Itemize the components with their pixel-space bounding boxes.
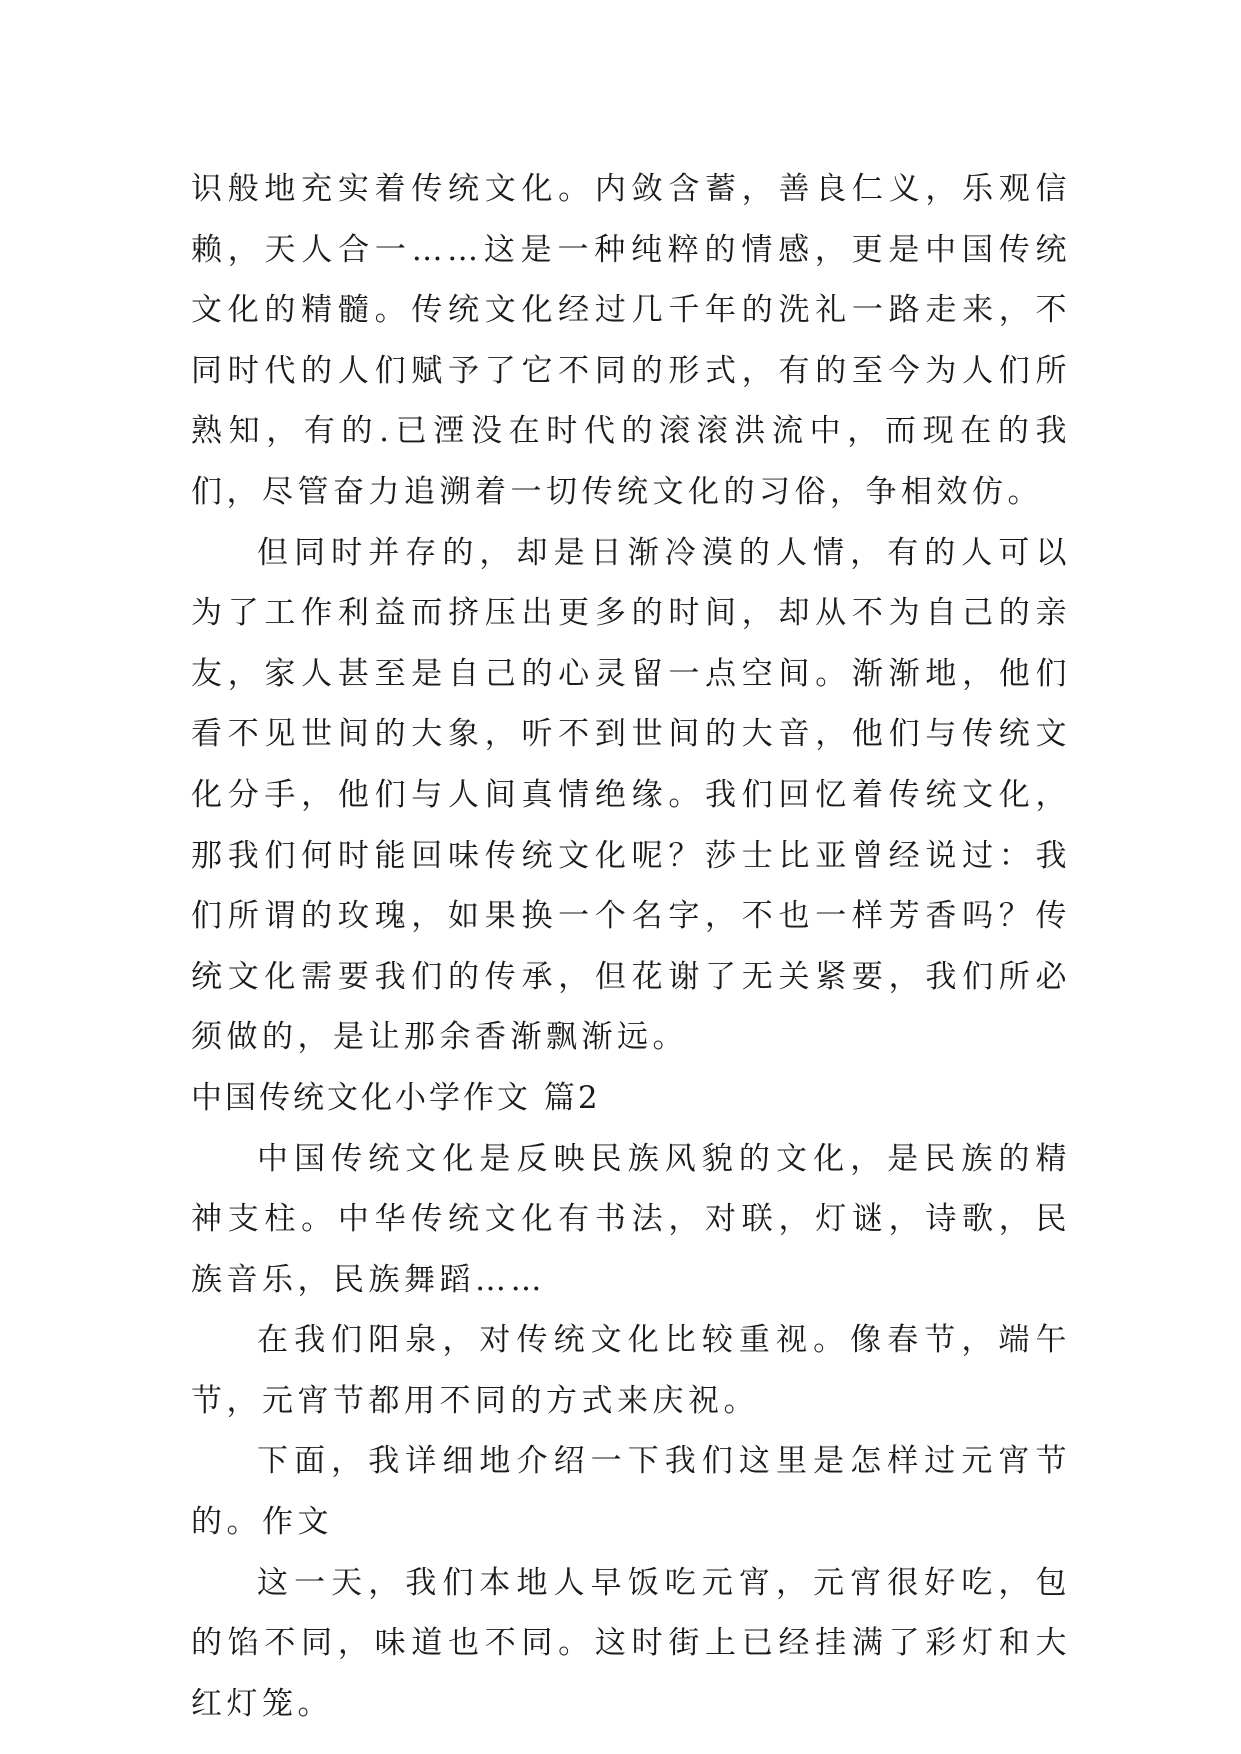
document-body [191,159,1071,1734]
paragraph-4: 在我们阳泉，对传统文化比较重视。像春节，端午节，元宵节都用不同的方式来庆祝。 [191,1322,1071,1419]
paragraph-2: 但同时并存的，却是日渐冷漠的人情，有的人可以为了工作利益而挤压出更多的时间，却从不为自己的亲友，家人甚至是自己的心灵留一点空间。渐渐地，他们看不见世间的大象，听不到世间的大音，他们与传统文化分手，他们与人间真情绝缘。我们回忆着传统文化，那我们何时能回味传统文化呢？莎士比亚曾经说过：我们所谓的玫瑰，如果换一个名字，不也一样芳香吗？传统文化需要我们的传承，但花谢了无关紧要，我们所必须做的，是让那余香渐飘渐远。 [191,534,1071,1056]
paragraph-3: 中国传统文化是反映民族风貌的文化，是民族的精神支柱。中华传统文化有书法，对联，灯谜，诗歌，民族音乐，民族舞蹈…… [191,1140,1071,1298]
section-heading: 中国传统文化小学作文 篇2 [191,1079,601,1116]
paragraph-5: 下面，我详细地介绍一下我们这里是怎样过元宵节的。作文 [191,1443,1071,1541]
paragraph-6: 这一天，我们本地人早饭吃元宵，元宵很好吃，包的馅不同，味道也不同。这时街上已经挂满了彩灯和大红灯笼。 [191,1564,1071,1722]
paragraph-1: 识般地充实着传统文化。内敛含蓄，善良仁义，乐观信赖，天人合一……这是一种纯粹的情感，更是中国传统文化的精髓。传统文化经过几千年的洗礼一路走来，不同时代的人们赋予了它不同的形式，有的至今为人们所熟知，有的.已湮没在时代的滚滚洪流中，而现在的我们，尽管奋力追溯着一切传统文化的习俗，争相效仿。 [191,171,1071,510]
